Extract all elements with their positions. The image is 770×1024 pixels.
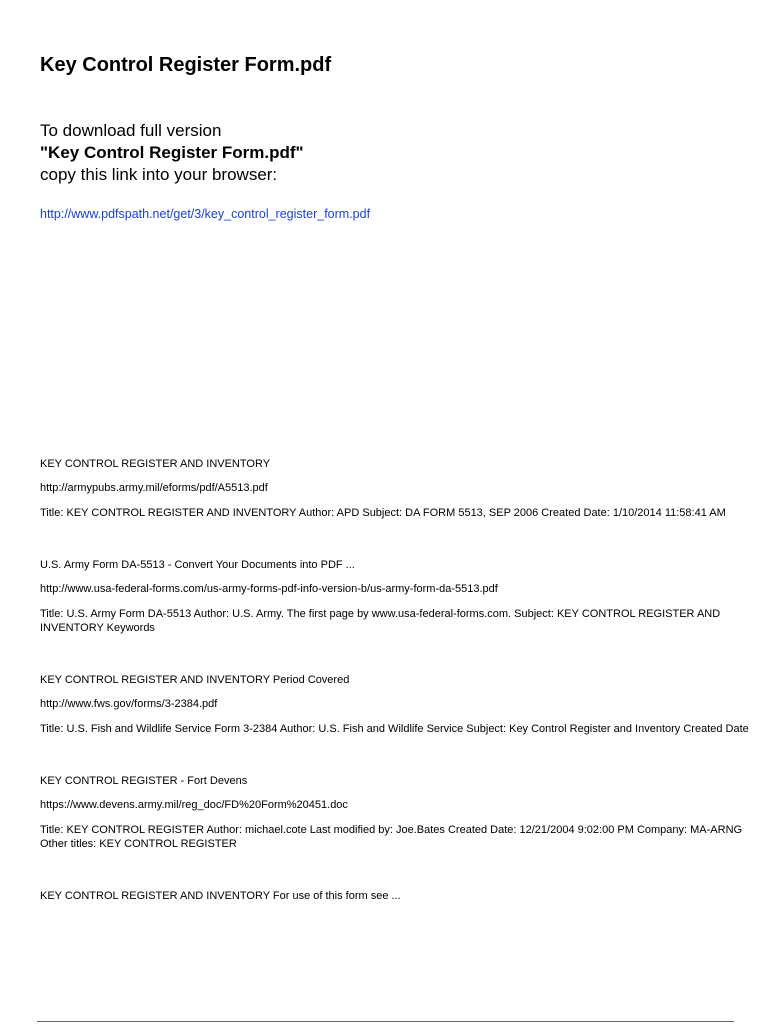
search-results-list: [40, 457, 752, 903]
download-instruction-line: To download full version: [40, 121, 222, 140]
search-result-item: [40, 457, 752, 520]
result-url: http://armypubs.army.mil/eforms/pdf/A5513.pdf: [40, 482, 268, 494]
search-result-item: [40, 774, 752, 851]
search-result-item: [40, 673, 752, 736]
download-instructions: [40, 120, 304, 186]
result-title: U.S. Army Form DA-5513 - Convert Your Documents into PDF ...: [40, 559, 355, 571]
result-title: KEY CONTROL REGISTER AND INVENTORY Period Covered: [40, 674, 350, 686]
result-title: KEY CONTROL REGISTER - Fort Devens: [40, 775, 248, 787]
result-description: Title: KEY CONTROL REGISTER Author: michael.cote Last modified by: Joe.Bates Created Date: 12/21/2004 9:02:00 PM Company: MA-ARNG Other titles: KEY CONTROL REGISTER: [40, 824, 743, 850]
result-title: KEY CONTROL REGISTER AND INVENTORY For use of this form see ...: [40, 890, 401, 902]
result-url: http://www.fws.gov/forms/3-2384.pdf: [40, 698, 218, 710]
download-link[interactable]: http://www.pdfspath.net/get/3/key_control_register_form.pdf: [40, 207, 371, 221]
result-description: Title: U.S. Army Form DA-5513 Author: U.S. Army. The first page by www.usa-federal-forms.com. Subject: KEY CONTROL REGISTER AND INVENTORY Keywords: [40, 608, 721, 634]
download-instruction-copy-line: copy this link into your browser:: [40, 165, 278, 184]
result-url: https://www.devens.army.mil/reg_doc/FD%20Form%20451.doc: [40, 799, 348, 811]
result-url: http://www.usa-federal-forms.com/us-army-forms-pdf-info-version-b/us-army-form-da-5513.pdf: [40, 583, 498, 595]
search-result-item: [40, 889, 752, 903]
search-result-item: [40, 558, 752, 635]
document-title: Key Control Register Form.pdf: [40, 54, 332, 76]
download-file-name: "Key Control Register Form.pdf": [40, 143, 304, 162]
result-description: Title: U.S. Fish and Wildlife Service Form 3-2384 Author: U.S. Fish and Wildlife Service Subject: Key Control Register and Inventory Created Date: [40, 723, 749, 735]
result-description: Title: KEY CONTROL REGISTER AND INVENTORY Author: APD Subject: DA FORM 5513, SEP 2006 Created Date: 1/10/2014 11:58:41 AM: [40, 507, 726, 519]
result-title: KEY CONTROL REGISTER AND INVENTORY: [40, 458, 271, 470]
footer-divider: [37, 1021, 734, 1022]
